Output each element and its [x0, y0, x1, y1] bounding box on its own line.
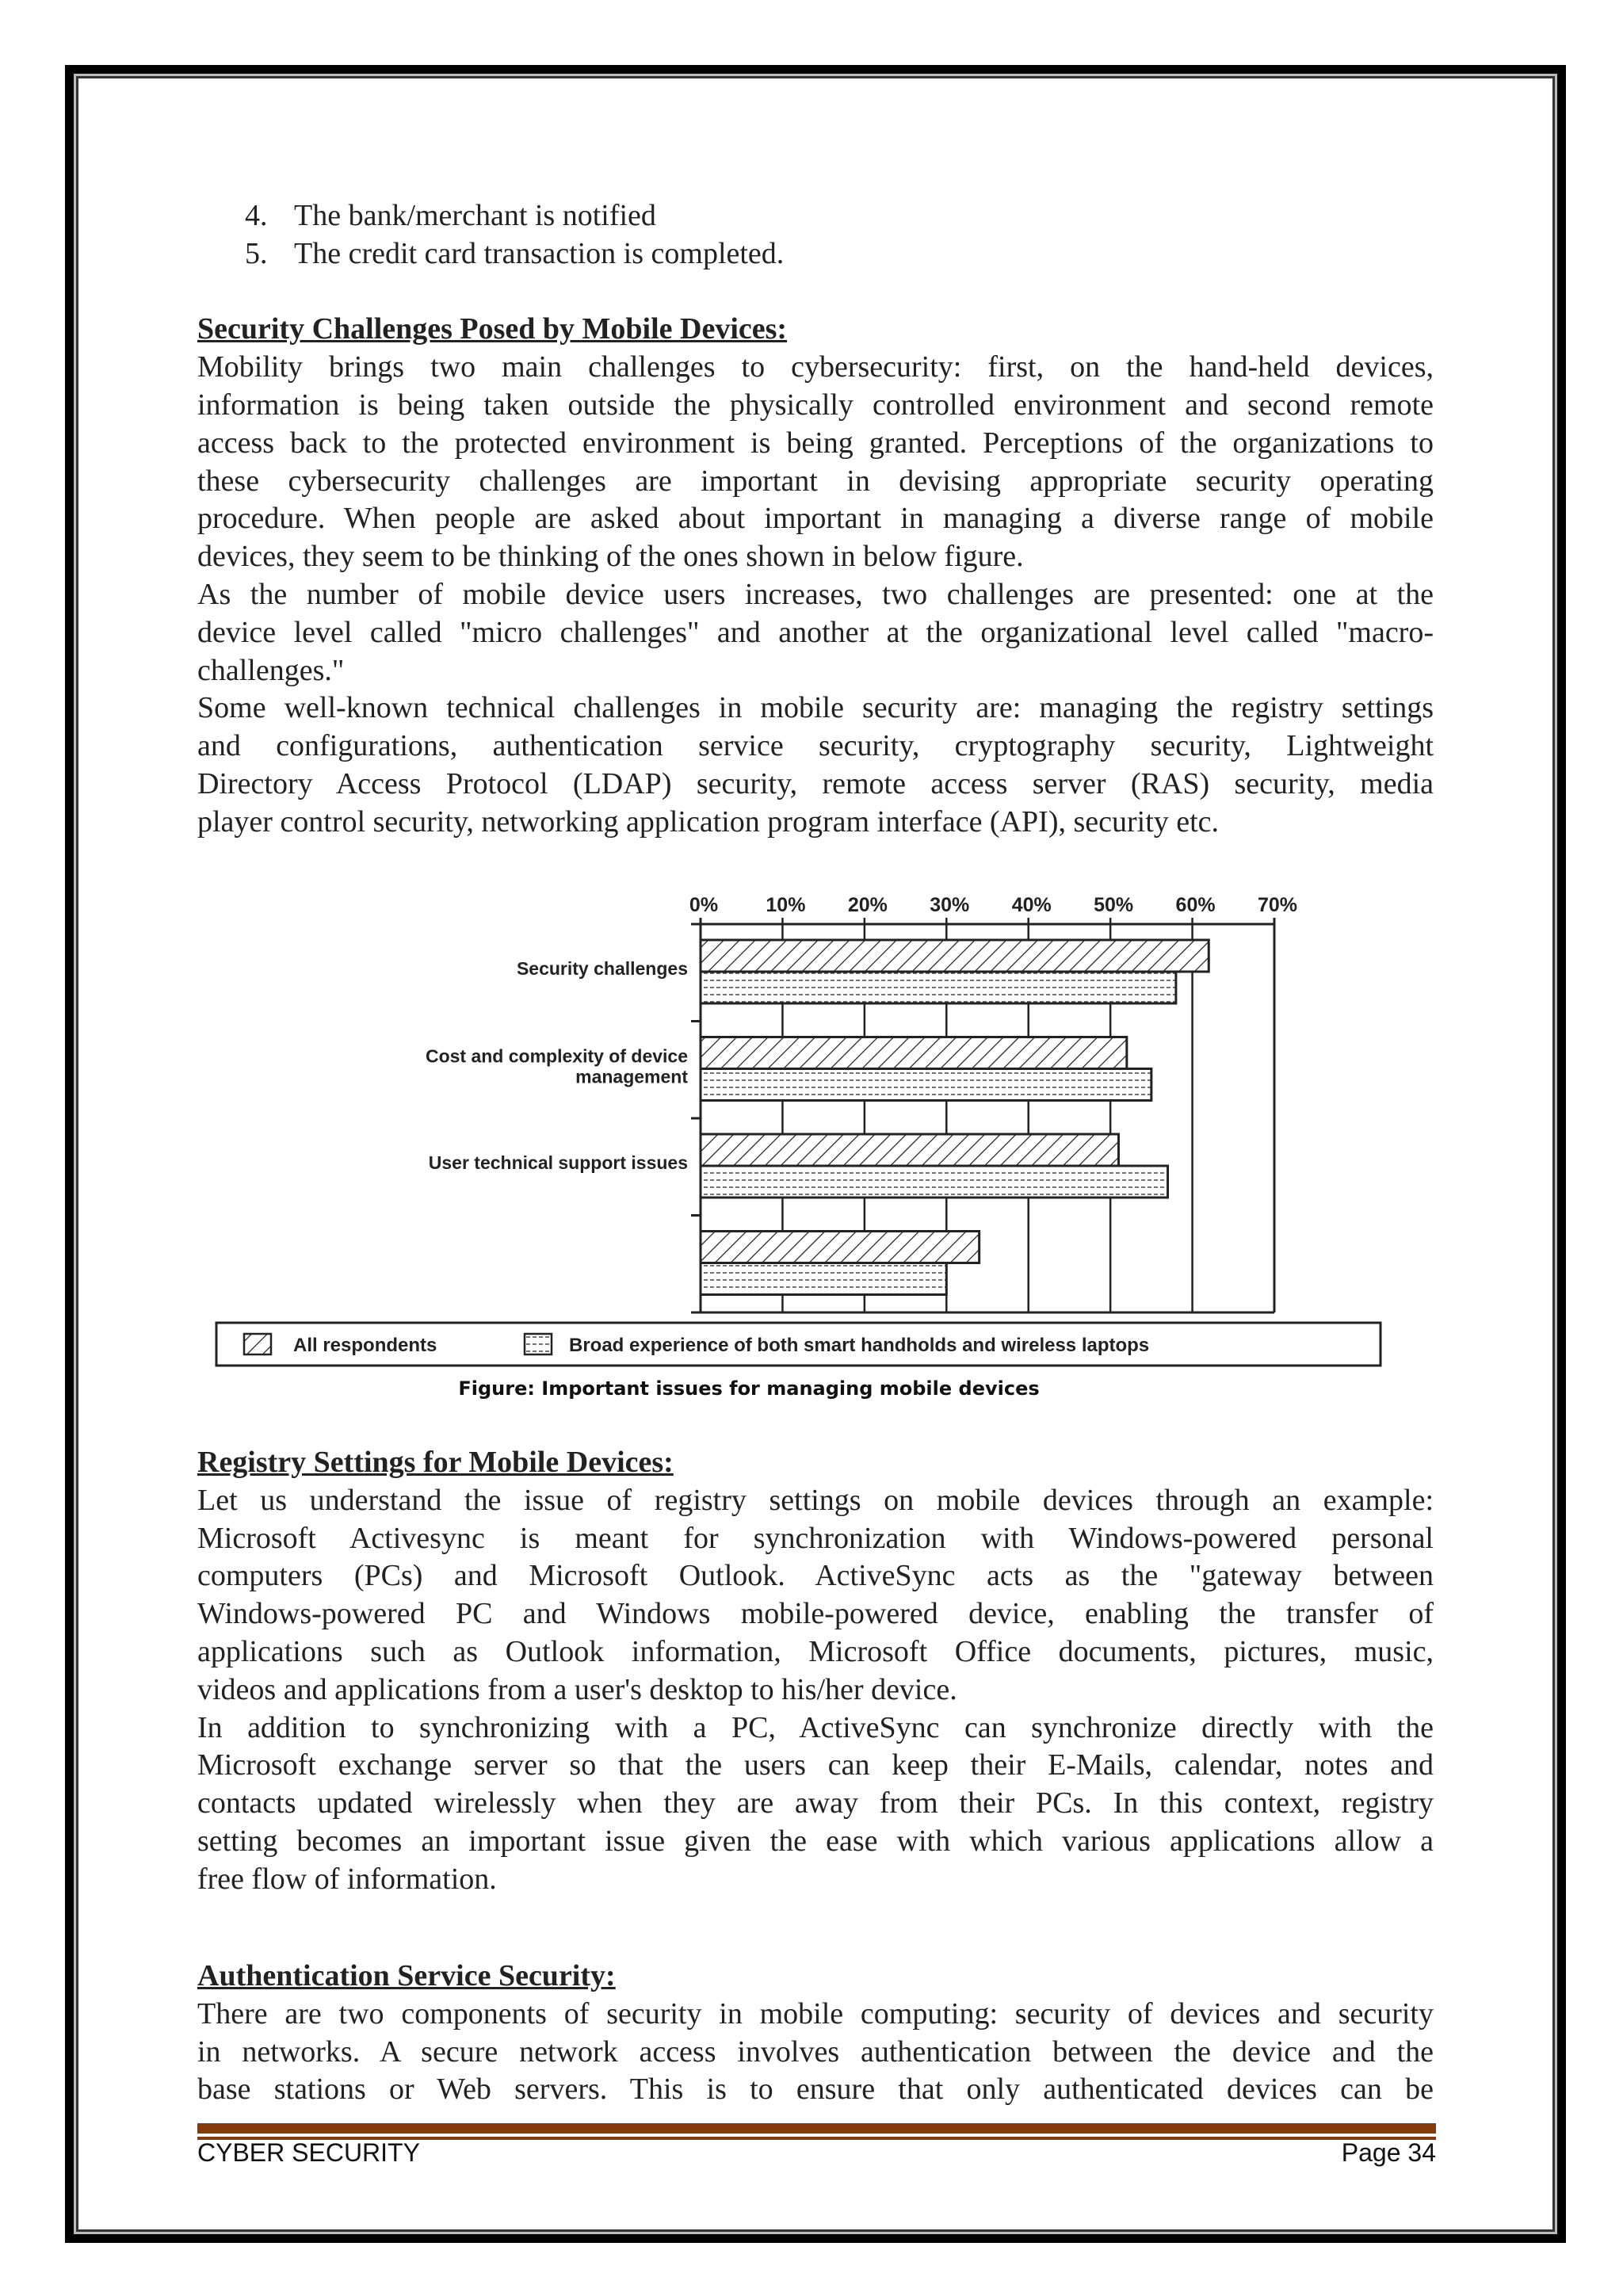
section-heading: Registry Settings for Mobile Devices: [197, 1446, 674, 1479]
footer-title: CYBER SECURITY [197, 2138, 420, 2167]
paragraph-line: Mobility brings two main challenges to cybersecurity: first, on the hand-held devices, [197, 350, 1434, 384]
tick-label: 50% [1094, 894, 1134, 916]
category-label: User technical support issues [428, 1152, 688, 1173]
page-number: Page 34 [1341, 2138, 1436, 2167]
paragraph-line: As the number of mobile device users increases, two challenges are presented: one at the [197, 577, 1434, 611]
paragraph-line: base stations or Web servers. This is to ensure that only authenticated devices can be [197, 2073, 1434, 2107]
paragraph-line: device level called "micro challenges" and another at the organizational level called "macro- [197, 615, 1434, 649]
tick-label: 40% [1011, 894, 1052, 916]
legend-swatch-dotted [525, 1334, 552, 1354]
paragraph-line: setting becomes an important issue given the ease with which various applications allow a [197, 1824, 1434, 1858]
tick-label: 10% [766, 894, 806, 916]
paragraph-line: information is being taken outside the physically controlled environment and second remote [197, 388, 1434, 422]
tick-label: 70% [1257, 894, 1298, 916]
paragraph-line: procedure. When people are asked about important in managing a diverse range of mobile [197, 502, 1434, 536]
tick-label: 30% [930, 894, 970, 916]
paragraph-line: player control security, networking application program interface (API), security etc. [197, 804, 1220, 839]
paragraph-line: computers (PCs) and Microsoft Outlook. ActiveSync acts as the "gateway between [197, 1559, 1434, 1593]
bar [701, 1232, 980, 1263]
bar [701, 1037, 1127, 1069]
paragraph-line: Microsoft exchange server so that the users can keep their E-Mails, calendar, notes and [197, 1748, 1434, 1782]
list-text: The credit card transaction is completed. [294, 236, 785, 270]
category-label: management [575, 1066, 688, 1087]
legend-label: Broad experience of both smart handholds and wireless laptops [569, 1335, 1150, 1356]
section-authentication [197, 1958, 1434, 2109]
paragraph-line: Windows-powered PC and Windows mobile-powered device, enabling the transfer of [197, 1597, 1434, 1631]
paragraph-line: these cybersecurity challenges are important in devising appropriate security operating [197, 464, 1434, 498]
paragraph-line: In addition to synchronizing with a PC, ActiveSync can synchronize directly with the [197, 1710, 1434, 1744]
paragraph-line: Some well-known technical challenges in mobile security are: managing the registry settings [197, 691, 1434, 725]
paragraph-line: applications such as Outlook information, Microsoft Office documents, pictures, music, [197, 1634, 1434, 1668]
section-heading: Security Challenges Posed by Mobile Devices: [197, 312, 788, 346]
paragraph-line: challenges." [197, 653, 345, 687]
category-label: Security challenges [516, 958, 688, 979]
paragraph-line: free flow of information. [197, 1862, 497, 1896]
section-heading: Authentication Service Security: [197, 1959, 616, 1992]
section-body [197, 1482, 1434, 1899]
tick-label: 20% [847, 894, 888, 916]
footer-rule-thick [197, 2123, 1436, 2134]
bar [701, 940, 1209, 972]
list-number: 4. [245, 199, 268, 232]
section-registry-settings [197, 1444, 1434, 1899]
paragraph-line: devices, they seem to be thinking of the ones shown in below figure. [197, 540, 1024, 574]
paragraph-line: and configurations, authentication service security, cryptography security, Lightweight [197, 729, 1434, 763]
category-label: Cost and complexity of device [425, 1045, 688, 1067]
bar [701, 1134, 1118, 1166]
paragraph-line: videos and applications from a user's desktop to his/her device. [197, 1672, 957, 1706]
paragraph-line: access back to the protected environment is being granted. Perceptions of the organizations to [197, 426, 1434, 460]
figure-caption: Figure: Important issues for managing mobile devices [458, 1377, 1040, 1400]
paragraph-line: in networks. A secure network access involves authentication between the device and the [197, 2034, 1434, 2069]
bar [701, 1166, 1168, 1198]
list-text: The bank/merchant is notified [294, 199, 656, 232]
bar [701, 972, 1176, 1003]
bar [701, 1069, 1151, 1101]
bar [701, 1263, 946, 1295]
paragraph-line: contacts updated wirelessly when they are away from their PCs. In this context, registry [197, 1786, 1434, 1820]
paragraph-line: Let us understand the issue of registry settings on mobile devices through an example: [197, 1483, 1434, 1517]
legend-swatch-hatch [244, 1334, 271, 1354]
paragraph-line: There are two components of security in mobile computing: security of devices and security [197, 1996, 1434, 2030]
paragraph-line: Microsoft Activesync is meant for synchronization with Windows-powered personal [197, 1521, 1434, 1555]
legend-label: All respondents [293, 1335, 437, 1356]
paragraph-line: Directory Access Protocol (LDAP) security, remote access server (RAS) security, media [197, 766, 1434, 800]
tick-label: 60% [1175, 894, 1216, 916]
list-number: 5. [245, 236, 268, 270]
tick-label: 0% [689, 894, 719, 916]
